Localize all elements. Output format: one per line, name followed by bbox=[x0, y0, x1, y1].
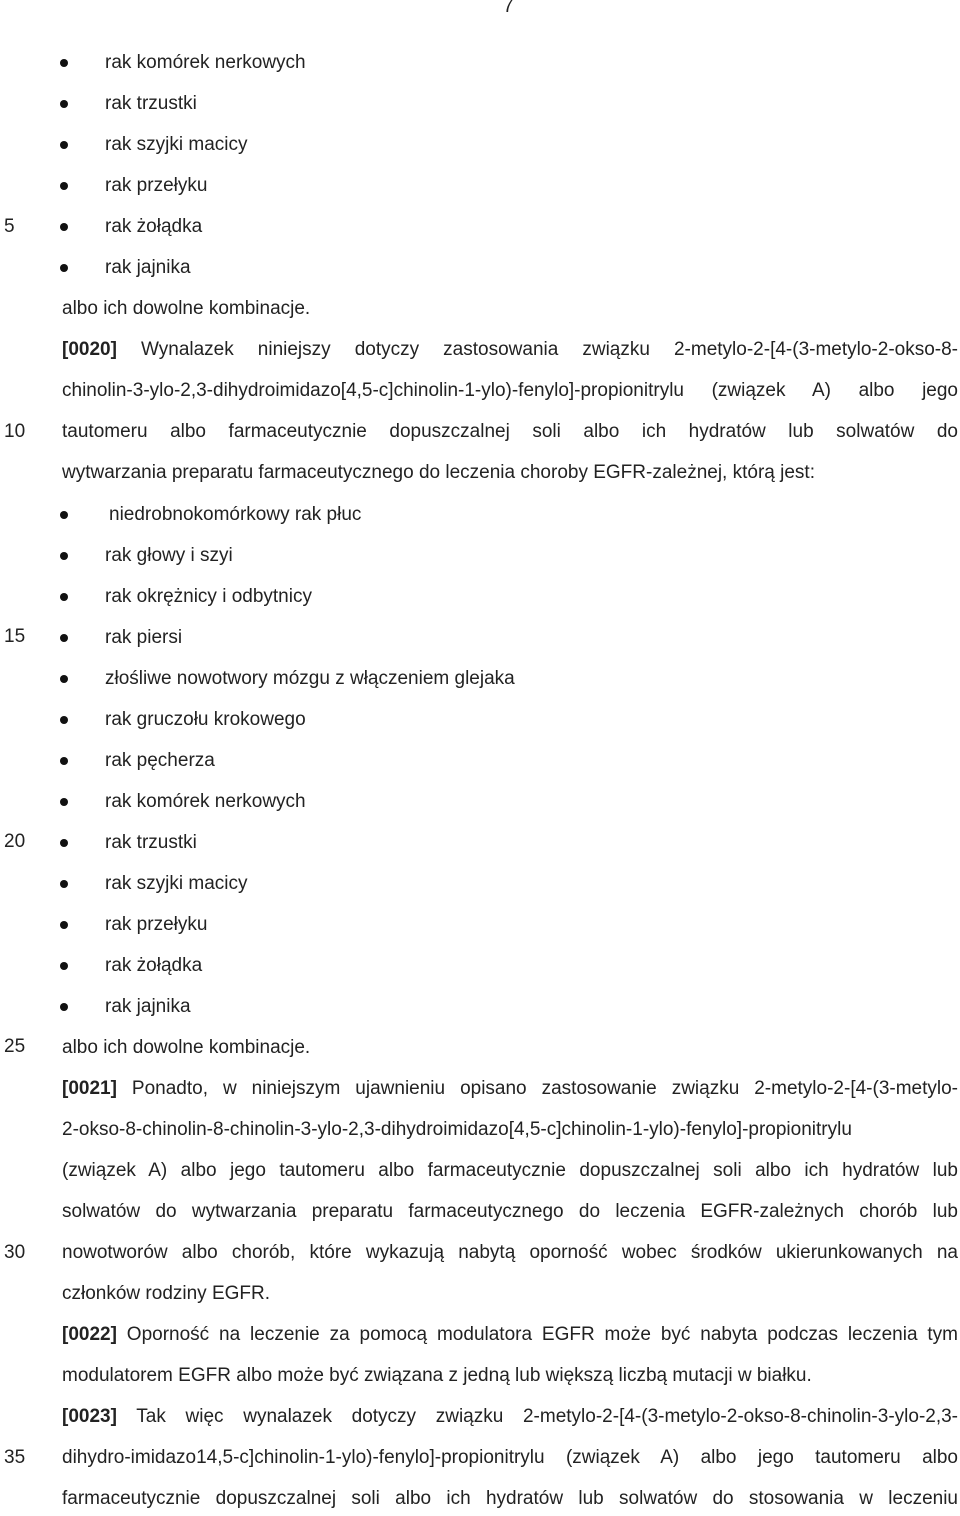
bullet-icon bbox=[60, 264, 68, 272]
paragraph-0023-line: farmaceutycznie dopuszczalnej soli albo ich hydratów lub solwatów do stosowania w leczeniu bbox=[62, 1488, 958, 1509]
paragraph-0023-line: dihydro-imidazo14,5-c]chinolin-1-ylo)-fenylo]-propionitrylu (związek A) albo jego tautomeru albo bbox=[62, 1447, 958, 1468]
paragraph-0022-line: [0022] Oporność na leczenie za pomocą modulatora EGFR może być nabyta podczas leczenia tym bbox=[62, 1324, 959, 1345]
list-item: rak szyjki macicy bbox=[105, 134, 248, 155]
paragraph-0023-line: [0023] Tak więc wynalazek dotyczy związku 2-metylo-2-[4-(3-metylo-2-okso-8-chinolin-3-ylo-2,3- bbox=[62, 1406, 959, 1427]
paragraph-0021-line: solwatów do wytwarzania preparatu farmaceutycznego do leczenia EGFR-zależnych chorób lub bbox=[62, 1201, 958, 1222]
list-item: rak okrężnicy i odbytnicy bbox=[105, 586, 312, 607]
bullet-icon bbox=[60, 59, 68, 67]
list-item: rak głowy i szyi bbox=[105, 545, 233, 566]
bullet-icon bbox=[60, 100, 68, 108]
paragraph-0020-line: wytwarzania preparatu farmaceutycznego do leczenia choroby EGFR-zależnej, którą jest: bbox=[62, 462, 815, 483]
bullet-icon bbox=[60, 716, 68, 724]
bullet-icon bbox=[60, 511, 68, 519]
bullet-icon bbox=[60, 141, 68, 149]
paragraph-0021-line: [0021] Ponadto, w niniejszym ujawnieniu opisano zastosowanie związku 2-metylo-2-[4-(3-metylo- bbox=[62, 1078, 959, 1099]
paragraph-tag: [0023] bbox=[62, 1406, 117, 1427]
bullet-icon bbox=[60, 593, 68, 601]
bullet-icon bbox=[60, 798, 68, 806]
line-number: 10 bbox=[4, 421, 26, 442]
line-number: 30 bbox=[4, 1242, 26, 1263]
line-number: 5 bbox=[4, 216, 15, 237]
paragraph-0021-line: członków rodziny EGFR. bbox=[62, 1283, 271, 1304]
paragraph-0020-line: [0020] Wynalazek niniejszy dotyczy zastosowania związku 2-metylo-2-[4-(3-metylo-2-okso-8- bbox=[62, 339, 958, 360]
paragraph-tag: [0021] bbox=[62, 1078, 117, 1099]
paragraph-0021-line: (związek A) albo jego tautomeru albo farmaceutycznie dopuszczalnej soli albo ich hydratów lub bbox=[62, 1160, 958, 1181]
bullet-icon bbox=[60, 182, 68, 190]
page-number: 7 bbox=[503, 0, 514, 17]
list-item: rak jajnika bbox=[105, 257, 191, 278]
list-item: rak piersi bbox=[105, 627, 183, 648]
list-item: niedrobnokomórkowy rak płuc bbox=[109, 504, 362, 525]
paragraph-0022-line: modulatorem EGFR albo może być związana z jedną lub większą liczbą mutacji w białku. bbox=[62, 1365, 812, 1386]
bullet-icon bbox=[60, 962, 68, 970]
line-number: 35 bbox=[4, 1447, 26, 1468]
list-item: rak gruczołu krokowego bbox=[105, 709, 306, 730]
paragraph-0021-line: nowotworów albo chorób, które wykazują nabytą oporność wobec środków ukierunkowanych na bbox=[62, 1242, 958, 1263]
list-item: rak przełyku bbox=[105, 175, 208, 196]
bullet-icon bbox=[60, 675, 68, 683]
line-number: 15 bbox=[4, 626, 26, 647]
bullet-icon bbox=[60, 880, 68, 888]
paragraph-0020-line: chinolin-3-ylo-2,3-dihydroimidazo[4,5-c]chinolin-1-ylo)-fenylo]-propionitrylu (związek A) albo jego bbox=[62, 380, 958, 401]
list-item: rak trzustki bbox=[105, 832, 197, 853]
paragraph-0021-line: 2-okso-8-chinolin-8-chinolin-3-ylo-2,3-dihydroimidazo[4,5-c]chinolin-1-ylo)-fenylo]-propionitrylu bbox=[62, 1119, 852, 1140]
list-item: rak przełyku bbox=[105, 914, 208, 935]
line-number: 25 bbox=[4, 1036, 26, 1057]
list-item: rak pęcherza bbox=[105, 750, 215, 771]
list-tail: albo ich dowolne kombinacje. bbox=[62, 1037, 311, 1058]
paragraph-0020-line: tautomeru albo farmaceutycznie dopuszczalnej soli albo ich hydratów lub solwatów do bbox=[62, 421, 958, 442]
list-item: rak szyjki macicy bbox=[105, 873, 248, 894]
line-number: 20 bbox=[4, 831, 26, 852]
bullet-icon bbox=[60, 634, 68, 642]
list-item: rak komórek nerkowych bbox=[105, 52, 306, 73]
list-item: rak trzustki bbox=[105, 93, 197, 114]
paragraph-tag: [0020] bbox=[62, 339, 117, 360]
list-item: rak jajnika bbox=[105, 996, 191, 1017]
list-item: złośliwe nowotwory mózgu z włączeniem glejaka bbox=[105, 668, 515, 689]
list-item: rak komórek nerkowych bbox=[105, 791, 306, 812]
list-item: rak żołądka bbox=[105, 216, 203, 237]
list-item: rak żołądka bbox=[105, 955, 203, 976]
bullet-icon bbox=[60, 839, 68, 847]
bullet-icon bbox=[60, 1003, 68, 1011]
list-tail: albo ich dowolne kombinacje. bbox=[62, 298, 311, 319]
bullet-icon bbox=[60, 223, 68, 231]
bullet-icon bbox=[60, 552, 68, 560]
bullet-icon bbox=[60, 921, 68, 929]
bullet-icon bbox=[60, 757, 68, 765]
paragraph-tag: [0022] bbox=[62, 1324, 117, 1345]
